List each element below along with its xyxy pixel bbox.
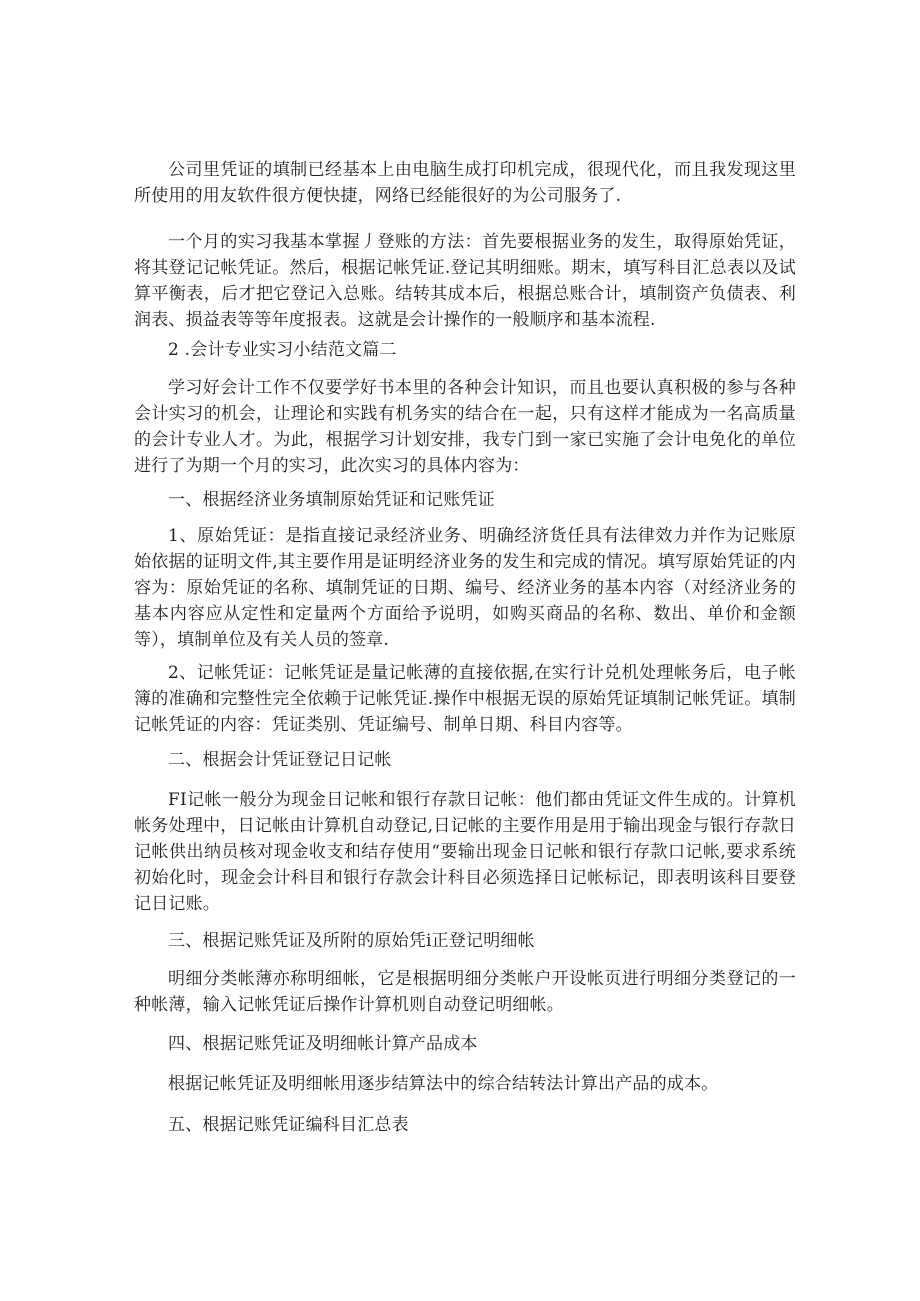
paragraph-cost: 根据记帐凭证及明细帐用逐步结算法中的综合结转法计算出产品的成本。 — [168, 1074, 719, 1094]
paragraph-ledger: 明细分类帐薄亦称明细帐，它是根据明细分类帐户开设帐页进行明细分类登记的一种帐薄，输入记帐凭证后操作计算机则自动登记明细帐。 — [134, 969, 796, 1015]
section-heading-five: 五、根据记账凭证编科目汇总表 — [168, 1115, 409, 1135]
section-heading-three: 三、根据记账凭证及所附的原始凭i正登记明细帐 — [168, 931, 535, 951]
section-heading-2: 2 .会计专业实习小结范文篇二 — [168, 340, 397, 360]
section-heading-two: 二、根据会计凭证登记日记帐 — [168, 750, 392, 770]
paragraph-2: 一个月的实习我基本掌握丿登账的方法：首先要根据业务的发生，取得原始凭证，将其登记记帐凭证。然后，根据记帐凭证.登记其明细账。期末，填写科目汇总表以及试算平衡表，后才把它登记入总账。结转其成本后，根据总账合计，填制资产负债表、利润表、损益表等等年度报表。这就是会计操作的一般顺序和基本流程. — [134, 232, 796, 330]
paragraph-journal: FI记帐一般分为现金日记帐和银行存款日记帐：他们都由凭证文件生成的。计算机帐务处理中，日记帐由计算机自动登记,日记帐的主要作用是用于输出现金与银行存款日记帐供出纳员核对现金收支和结存使用“要输出现金日记帐和银行存款口记帐,要求系统初始化时，现金会计科目和银行存款会计科目必须选择日记帐标记，即表明该科目要登记日记账。 — [134, 790, 796, 914]
paragraph-accounting-voucher: 2、记帐凭证：记帐凭证是量记帐薄的直接依据,在实行计兑机处理帐务后，电子帐簿的准确和完整性完全依赖于记帐凭证.操作中根据无误的原始凭证填制记帐凭证。填制记帐凭证的内容：凭证类别、凭证编号、制单日期、科目内容等。 — [134, 663, 796, 735]
section-heading-one: 一、根据经济业务填制原始凭证和记账凭证 — [168, 490, 495, 510]
section-heading-four: 四、根据记账凭证及明细帐计算产品成本 — [168, 1034, 478, 1054]
paragraph-3: 学习好会计工作不仅要学好书本里的各种会计知识，而且也要认真积极的参与各种会计实习的机会，让理论和实践有机务实的结合在一起，只有这样才能成为一名高质量的会计专业人才。为此，根据学习计划安排，我专门到一家已实施了会计电免化的单位进行了为期一个月的实习，此次实习的具体内容为： — [134, 378, 796, 476]
paragraph-1: 公司里凭证的填制已经基本上由电脑生成打印机完成，很现代化，而且我发现这里所使用的用友软件很方便快捷，网络已经能很好的为公司服务了. — [134, 160, 796, 206]
paragraph-original-voucher: 1、原始凭证：是指直接记录经济业务、明确经济货任具有法律效力并作为记账原始依据的证明文件,其主要作用是证明经济业务的发生和完成的情况。填写原始凭证的内容为：原始凭证的名称、填制凭证的日期、编号、经济业务的基本内容（对经济业务的基本内容应从定性和定量两个方面给予说明，如购买商品的名称、数出、单价和金额等），填制单位及有关人员的签章. — [134, 526, 796, 650]
